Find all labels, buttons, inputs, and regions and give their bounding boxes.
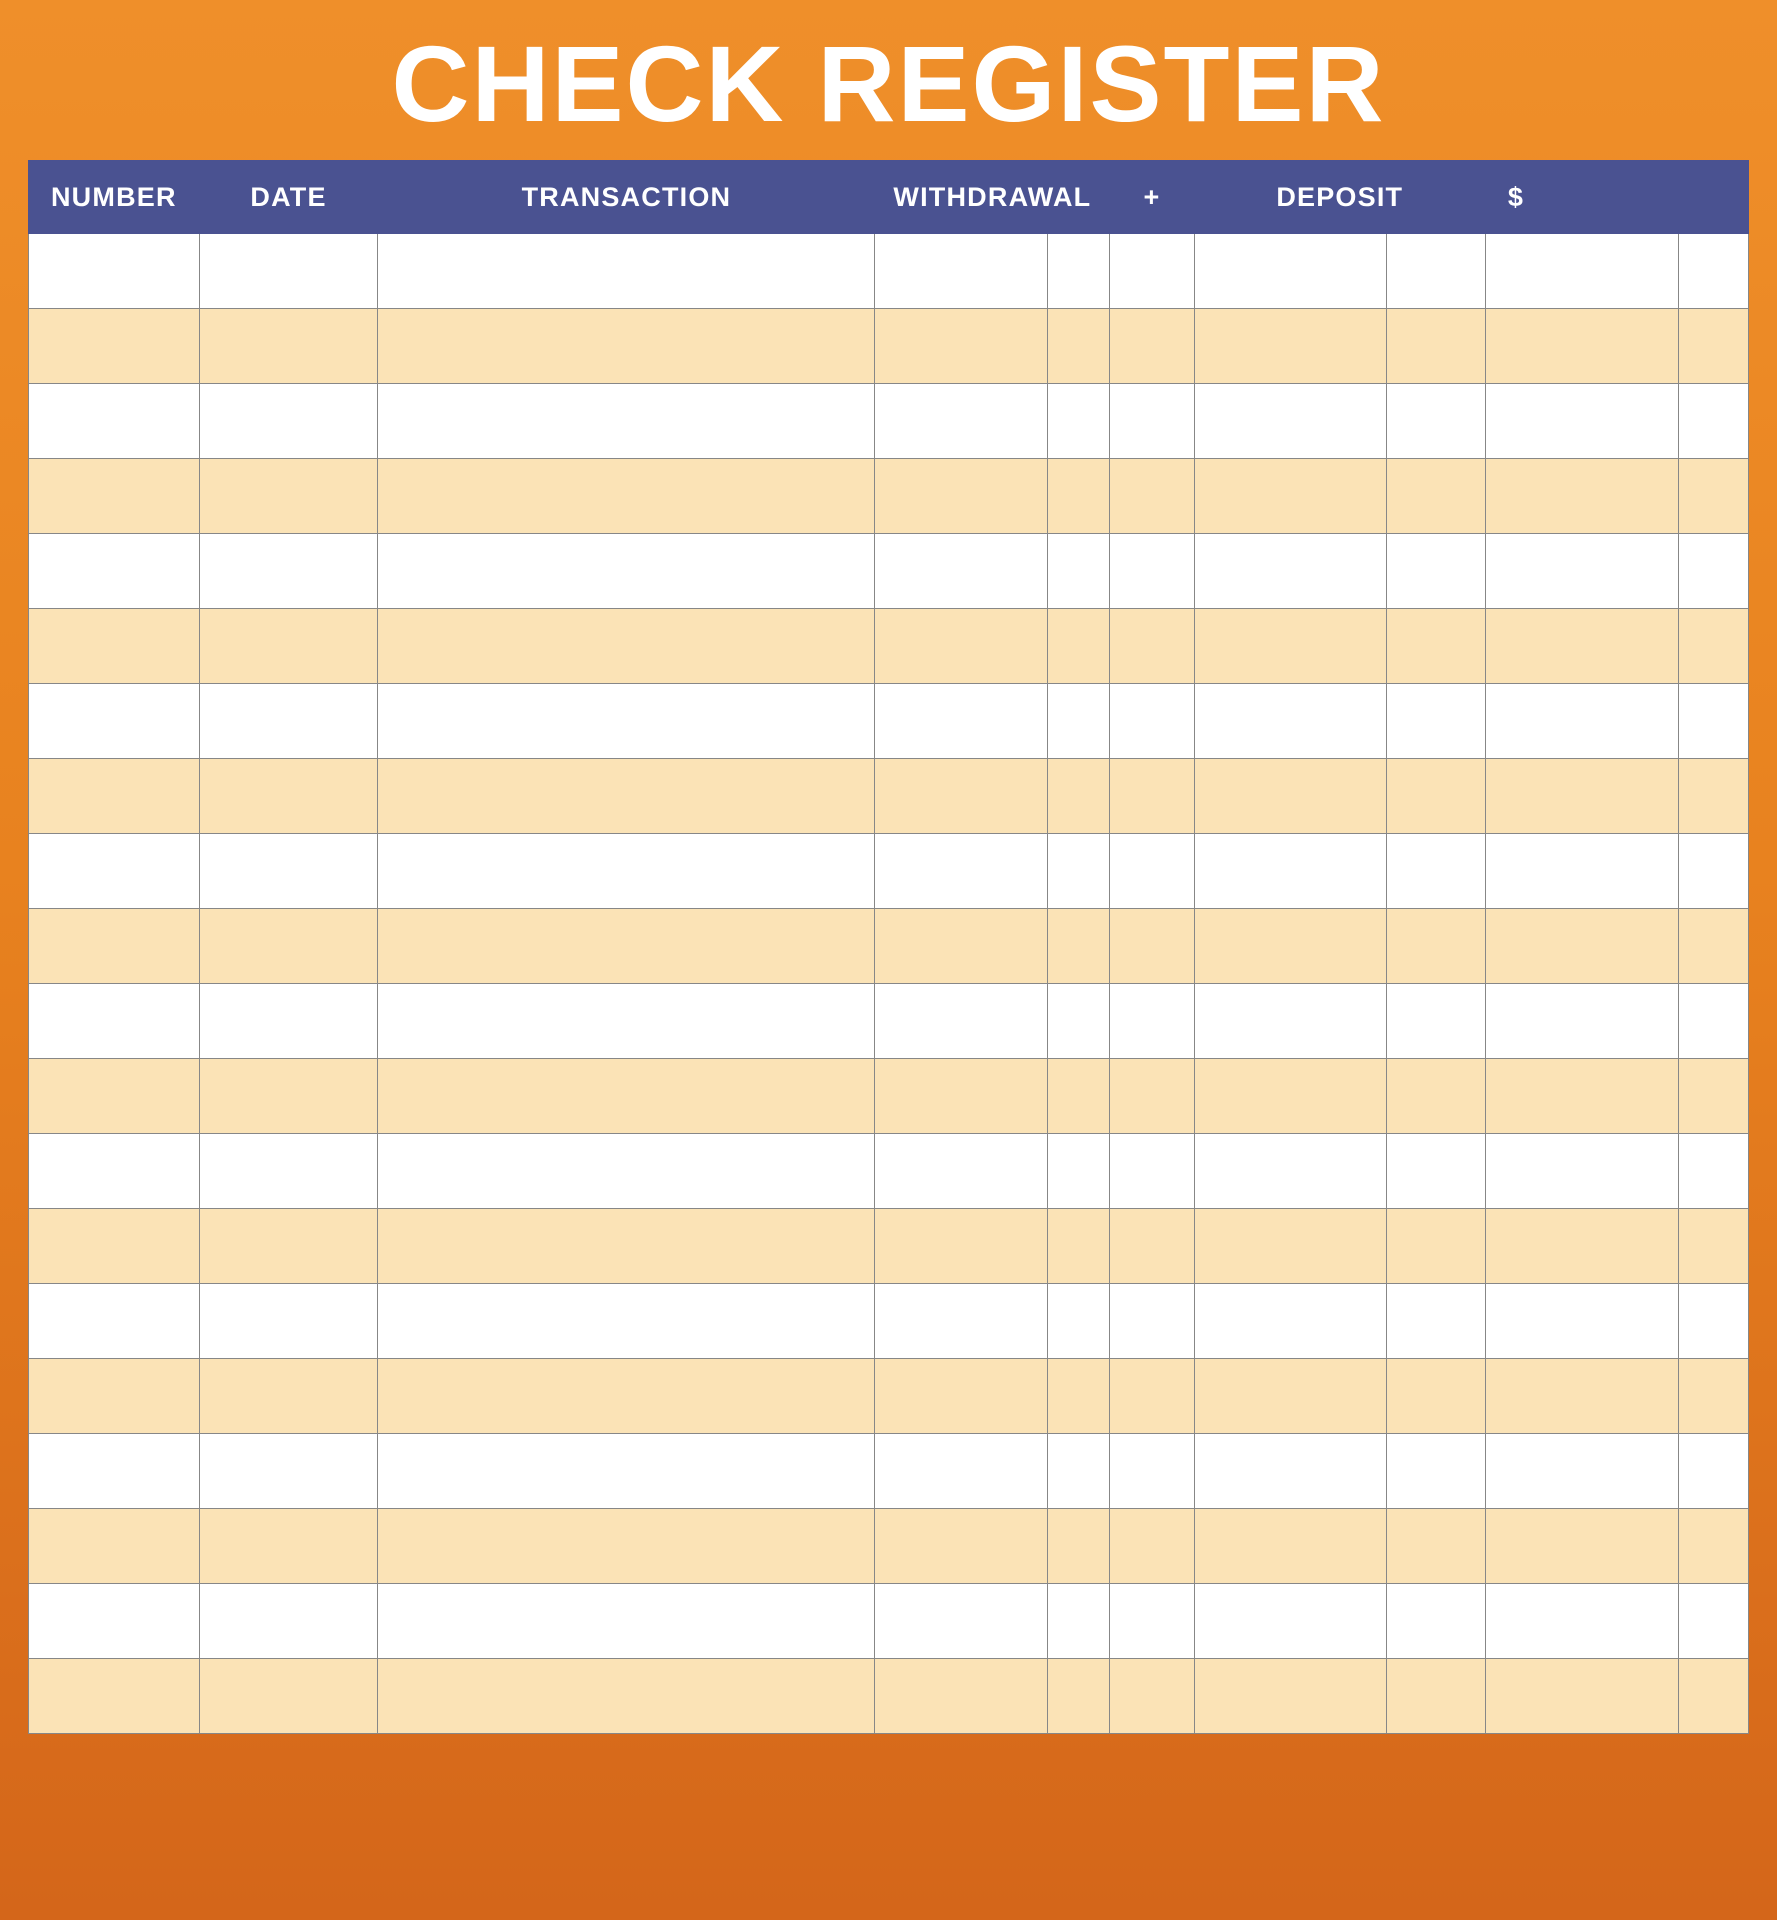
table-row <box>29 1209 1749 1284</box>
cell-date[interactable] <box>199 309 378 384</box>
table-row <box>29 1584 1749 1659</box>
cell-date[interactable] <box>199 1509 378 1584</box>
table-row <box>29 1134 1749 1209</box>
cell-balance[interactable] <box>1485 1284 1678 1359</box>
cell-plus[interactable] <box>1110 1359 1194 1434</box>
cell-balance-cents[interactable] <box>1678 1284 1748 1359</box>
cell-deposit[interactable] <box>1194 984 1387 1059</box>
cell-balance[interactable] <box>1485 1659 1678 1734</box>
cell-plus[interactable] <box>1110 684 1194 759</box>
cell-deposit-cents[interactable] <box>1387 1134 1485 1209</box>
cell-number[interactable] <box>29 534 200 609</box>
cell-withdrawal-cents[interactable] <box>1048 684 1110 759</box>
cell-deposit[interactable] <box>1194 759 1387 834</box>
table-row <box>29 1509 1749 1584</box>
cell-balance-cents[interactable] <box>1678 609 1748 684</box>
cell-number[interactable] <box>29 834 200 909</box>
cell-withdrawal-cents[interactable] <box>1048 1434 1110 1509</box>
cell-balance-cents[interactable] <box>1678 909 1748 984</box>
cell-withdrawal[interactable] <box>875 684 1048 759</box>
cell-withdrawal-cents[interactable] <box>1048 534 1110 609</box>
table-row <box>29 1284 1749 1359</box>
cell-deposit[interactable] <box>1194 834 1387 909</box>
cell-balance[interactable] <box>1485 1434 1678 1509</box>
cell-balance[interactable] <box>1485 384 1678 459</box>
cell-withdrawal-cents[interactable] <box>1048 909 1110 984</box>
cell-date[interactable] <box>199 759 378 834</box>
cell-withdrawal-cents[interactable] <box>1048 984 1110 1059</box>
check-register-table <box>28 160 1749 1734</box>
table-row <box>29 609 1749 684</box>
cell-deposit[interactable] <box>1194 1359 1387 1434</box>
cell-balance-cents[interactable] <box>1678 384 1748 459</box>
cell-number[interactable] <box>29 1584 200 1659</box>
cell-withdrawal[interactable] <box>875 1509 1048 1584</box>
cell-transaction[interactable] <box>378 1284 875 1359</box>
cell-balance[interactable] <box>1485 759 1678 834</box>
cell-date[interactable] <box>199 459 378 534</box>
cell-number[interactable] <box>29 1509 200 1584</box>
cell-number[interactable] <box>29 1059 200 1134</box>
cell-withdrawal-cents[interactable] <box>1048 309 1110 384</box>
cell-deposit[interactable] <box>1194 1509 1387 1584</box>
cell-number[interactable] <box>29 684 200 759</box>
cell-deposit-cents[interactable] <box>1387 1209 1485 1284</box>
table-row <box>29 984 1749 1059</box>
table-row <box>29 534 1749 609</box>
cell-date[interactable] <box>199 609 378 684</box>
cell-plus[interactable] <box>1110 909 1194 984</box>
cell-balance-cents[interactable] <box>1678 534 1748 609</box>
cell-withdrawal[interactable] <box>875 234 1048 309</box>
cell-date[interactable] <box>199 1359 378 1434</box>
cell-withdrawal[interactable] <box>875 1434 1048 1509</box>
table-row <box>29 459 1749 534</box>
cell-date[interactable] <box>199 1434 378 1509</box>
cell-number[interactable] <box>29 1284 200 1359</box>
cell-deposit-cents[interactable] <box>1387 1434 1485 1509</box>
cell-number[interactable] <box>29 1434 200 1509</box>
cell-balance[interactable] <box>1485 459 1678 534</box>
cell-plus[interactable] <box>1110 1284 1194 1359</box>
cell-balance[interactable] <box>1485 1209 1678 1284</box>
cell-deposit-cents[interactable] <box>1387 459 1485 534</box>
table-row <box>29 834 1749 909</box>
cell-balance[interactable] <box>1485 234 1678 309</box>
cell-plus[interactable] <box>1110 1584 1194 1659</box>
cell-withdrawal-cents[interactable] <box>1048 609 1110 684</box>
cell-transaction[interactable] <box>378 1434 875 1509</box>
cell-deposit-cents[interactable] <box>1387 1584 1485 1659</box>
cell-withdrawal[interactable] <box>875 309 1048 384</box>
cell-plus[interactable] <box>1110 984 1194 1059</box>
cell-date[interactable] <box>199 1659 378 1734</box>
column-header-plus: + <box>1110 161 1194 234</box>
cell-deposit-cents[interactable] <box>1387 309 1485 384</box>
cell-withdrawal-cents[interactable] <box>1048 759 1110 834</box>
cell-deposit-cents[interactable] <box>1387 1284 1485 1359</box>
cell-deposit[interactable] <box>1194 459 1387 534</box>
cell-number[interactable] <box>29 234 200 309</box>
cell-deposit-cents[interactable] <box>1387 1359 1485 1434</box>
cell-transaction[interactable] <box>378 609 875 684</box>
cell-number[interactable] <box>29 459 200 534</box>
cell-transaction[interactable] <box>378 1584 875 1659</box>
cell-deposit[interactable] <box>1194 1209 1387 1284</box>
cell-plus[interactable] <box>1110 309 1194 384</box>
table-row <box>29 1659 1749 1734</box>
cell-date[interactable] <box>199 684 378 759</box>
cell-balance[interactable] <box>1485 1134 1678 1209</box>
cell-balance-cents[interactable] <box>1678 1434 1748 1509</box>
cell-plus[interactable] <box>1110 384 1194 459</box>
cell-balance-cents[interactable] <box>1678 459 1748 534</box>
cell-deposit[interactable] <box>1194 1284 1387 1359</box>
cell-deposit[interactable] <box>1194 609 1387 684</box>
table-body <box>29 234 1749 1734</box>
cell-withdrawal-cents[interactable] <box>1048 234 1110 309</box>
cell-transaction[interactable] <box>378 759 875 834</box>
cell-deposit[interactable] <box>1194 1434 1387 1509</box>
cell-transaction[interactable] <box>378 1359 875 1434</box>
cell-transaction[interactable] <box>378 684 875 759</box>
cell-balance-cents[interactable] <box>1678 1359 1748 1434</box>
cell-balance[interactable] <box>1485 984 1678 1059</box>
cell-withdrawal[interactable] <box>875 534 1048 609</box>
table-row <box>29 309 1749 384</box>
cell-deposit-cents[interactable] <box>1387 1509 1485 1584</box>
cell-withdrawal-cents[interactable] <box>1048 1659 1110 1734</box>
cell-number[interactable] <box>29 609 200 684</box>
cell-withdrawal[interactable] <box>875 384 1048 459</box>
cell-deposit-cents[interactable] <box>1387 384 1485 459</box>
cell-balance-cents[interactable] <box>1678 1584 1748 1659</box>
cell-balance[interactable] <box>1485 609 1678 684</box>
cell-number[interactable] <box>29 1134 200 1209</box>
column-header-balance: $ <box>1485 161 1748 234</box>
cell-withdrawal-cents[interactable] <box>1048 1509 1110 1584</box>
cell-balance[interactable] <box>1485 684 1678 759</box>
cell-plus[interactable] <box>1110 759 1194 834</box>
cell-date[interactable] <box>199 534 378 609</box>
cell-balance[interactable] <box>1485 1509 1678 1584</box>
cell-transaction[interactable] <box>378 984 875 1059</box>
table-row <box>29 909 1749 984</box>
cell-transaction[interactable] <box>378 459 875 534</box>
cell-number[interactable] <box>29 1209 200 1284</box>
cell-balance-cents[interactable] <box>1678 684 1748 759</box>
cell-withdrawal-cents[interactable] <box>1048 1584 1110 1659</box>
cell-balance-cents[interactable] <box>1678 1659 1748 1734</box>
cell-balance[interactable] <box>1485 1059 1678 1134</box>
cell-balance[interactable] <box>1485 834 1678 909</box>
cell-transaction[interactable] <box>378 1509 875 1584</box>
table-row <box>29 384 1749 459</box>
cell-withdrawal[interactable] <box>875 1584 1048 1659</box>
cell-plus[interactable] <box>1110 1134 1194 1209</box>
cell-balance[interactable] <box>1485 309 1678 384</box>
table-row <box>29 234 1749 309</box>
cell-plus[interactable] <box>1110 534 1194 609</box>
cell-plus[interactable] <box>1110 834 1194 909</box>
cell-number[interactable] <box>29 1359 200 1434</box>
cell-withdrawal[interactable] <box>875 1659 1048 1734</box>
cell-date[interactable] <box>199 1134 378 1209</box>
cell-withdrawal[interactable] <box>875 984 1048 1059</box>
cell-transaction[interactable] <box>378 1134 875 1209</box>
cell-withdrawal-cents[interactable] <box>1048 1134 1110 1209</box>
cell-withdrawal[interactable] <box>875 609 1048 684</box>
cell-withdrawal[interactable] <box>875 459 1048 534</box>
cell-withdrawal[interactable] <box>875 1059 1048 1134</box>
cell-withdrawal[interactable] <box>875 909 1048 984</box>
cell-plus[interactable] <box>1110 1434 1194 1509</box>
cell-plus[interactable] <box>1110 1659 1194 1734</box>
cell-transaction[interactable] <box>378 309 875 384</box>
cell-deposit[interactable] <box>1194 534 1387 609</box>
cell-deposit[interactable] <box>1194 1059 1387 1134</box>
cell-number[interactable] <box>29 309 200 384</box>
cell-date[interactable] <box>199 834 378 909</box>
cell-balance-cents[interactable] <box>1678 309 1748 384</box>
cell-balance-cents[interactable] <box>1678 1209 1748 1284</box>
cell-date[interactable] <box>199 1059 378 1134</box>
cell-date[interactable] <box>199 984 378 1059</box>
column-header-deposit: DEPOSIT <box>1194 161 1485 234</box>
cell-transaction[interactable] <box>378 384 875 459</box>
table-row <box>29 1434 1749 1509</box>
cell-date[interactable] <box>199 1284 378 1359</box>
cell-date[interactable] <box>199 1209 378 1284</box>
cell-balance[interactable] <box>1485 534 1678 609</box>
cell-withdrawal-cents[interactable] <box>1048 1059 1110 1134</box>
cell-number[interactable] <box>29 384 200 459</box>
cell-transaction[interactable] <box>378 534 875 609</box>
cell-date[interactable] <box>199 384 378 459</box>
cell-deposit[interactable] <box>1194 309 1387 384</box>
cell-withdrawal-cents[interactable] <box>1048 834 1110 909</box>
cell-deposit-cents[interactable] <box>1387 1659 1485 1734</box>
cell-number[interactable] <box>29 759 200 834</box>
cell-number[interactable] <box>29 909 200 984</box>
table-row <box>29 1359 1749 1434</box>
cell-balance[interactable] <box>1485 1584 1678 1659</box>
cell-transaction[interactable] <box>378 1059 875 1134</box>
cell-plus[interactable] <box>1110 609 1194 684</box>
cell-withdrawal[interactable] <box>875 1284 1048 1359</box>
cell-plus[interactable] <box>1110 1059 1194 1134</box>
table-row <box>29 759 1749 834</box>
cell-balance-cents[interactable] <box>1678 234 1748 309</box>
cell-withdrawal-cents[interactable] <box>1048 1359 1110 1434</box>
cell-deposit-cents[interactable] <box>1387 834 1485 909</box>
column-header-transaction: TRANSACTION <box>378 161 875 234</box>
cell-date[interactable] <box>199 1584 378 1659</box>
cell-deposit-cents[interactable] <box>1387 534 1485 609</box>
cell-plus[interactable] <box>1110 1209 1194 1284</box>
cell-deposit[interactable] <box>1194 1134 1387 1209</box>
cell-balance-cents[interactable] <box>1678 1509 1748 1584</box>
cell-transaction[interactable] <box>378 234 875 309</box>
cell-deposit[interactable] <box>1194 1659 1387 1734</box>
cell-deposit-cents[interactable] <box>1387 909 1485 984</box>
table-row <box>29 684 1749 759</box>
page-title: CHECK REGISTER <box>391 23 1386 144</box>
cell-deposit[interactable] <box>1194 384 1387 459</box>
table-row <box>29 1059 1749 1134</box>
cell-date[interactable] <box>199 234 378 309</box>
cell-number[interactable] <box>29 1659 200 1734</box>
cell-withdrawal-cents[interactable] <box>1048 1284 1110 1359</box>
cell-deposit-cents[interactable] <box>1387 984 1485 1059</box>
cell-balance-cents[interactable] <box>1678 1059 1748 1134</box>
cell-balance-cents[interactable] <box>1678 984 1748 1059</box>
cell-withdrawal-cents[interactable] <box>1048 459 1110 534</box>
cell-plus[interactable] <box>1110 1509 1194 1584</box>
cell-deposit-cents[interactable] <box>1387 609 1485 684</box>
cell-deposit-cents[interactable] <box>1387 1059 1485 1134</box>
cell-deposit[interactable] <box>1194 684 1387 759</box>
cell-withdrawal[interactable] <box>875 759 1048 834</box>
cell-balance-cents[interactable] <box>1678 834 1748 909</box>
cell-plus[interactable] <box>1110 234 1194 309</box>
cell-withdrawal[interactable] <box>875 1134 1048 1209</box>
cell-deposit[interactable] <box>1194 909 1387 984</box>
cell-deposit-cents[interactable] <box>1387 684 1485 759</box>
cell-withdrawal-cents[interactable] <box>1048 384 1110 459</box>
cell-deposit-cents[interactable] <box>1387 234 1485 309</box>
register-table-container <box>0 160 1777 1734</box>
table-header-row <box>29 161 1749 234</box>
cell-date[interactable] <box>199 909 378 984</box>
cell-balance[interactable] <box>1485 1359 1678 1434</box>
column-header-withdrawal: WITHDRAWAL <box>875 161 1110 234</box>
cell-withdrawal[interactable] <box>875 1209 1048 1284</box>
cell-transaction[interactable] <box>378 1659 875 1734</box>
cell-withdrawal[interactable] <box>875 1359 1048 1434</box>
cell-withdrawal-cents[interactable] <box>1048 1209 1110 1284</box>
cell-withdrawal[interactable] <box>875 834 1048 909</box>
cell-deposit[interactable] <box>1194 1584 1387 1659</box>
cell-balance[interactable] <box>1485 909 1678 984</box>
cell-deposit-cents[interactable] <box>1387 759 1485 834</box>
cell-number[interactable] <box>29 984 200 1059</box>
cell-plus[interactable] <box>1110 459 1194 534</box>
column-header-date: DATE <box>199 161 378 234</box>
column-header-number: NUMBER <box>29 161 200 234</box>
cell-balance-cents[interactable] <box>1678 759 1748 834</box>
cell-balance-cents[interactable] <box>1678 1134 1748 1209</box>
cell-transaction[interactable] <box>378 1209 875 1284</box>
cell-deposit[interactable] <box>1194 234 1387 309</box>
cell-transaction[interactable] <box>378 909 875 984</box>
cell-transaction[interactable] <box>378 834 875 909</box>
